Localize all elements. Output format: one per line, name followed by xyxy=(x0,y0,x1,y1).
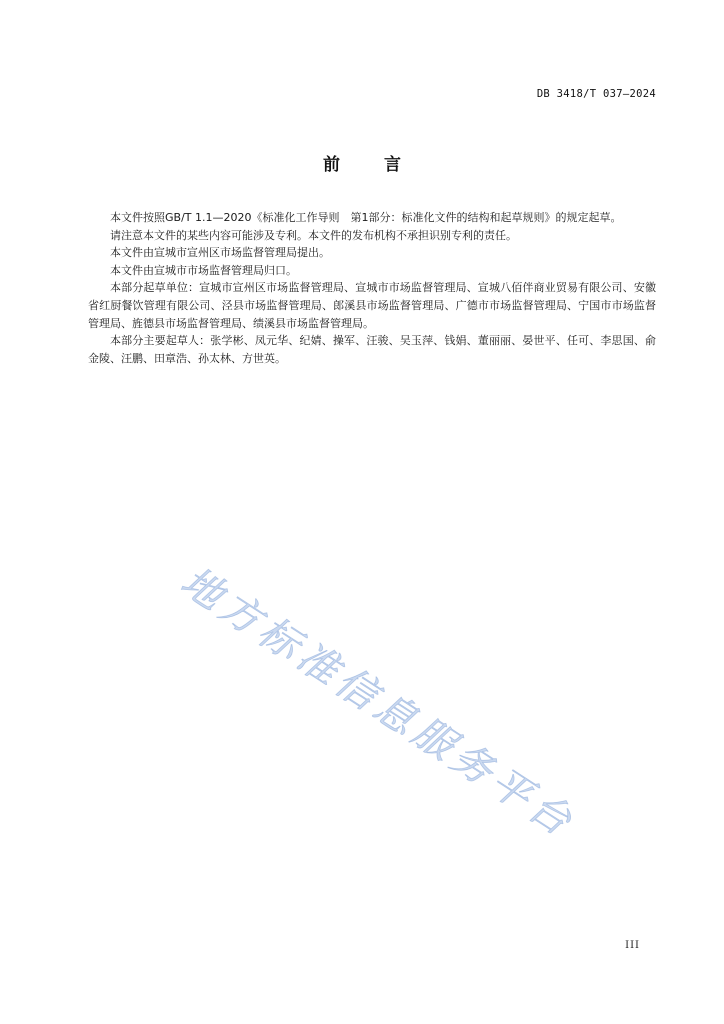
paragraph-drafting-units: 本部分起草单位：宣城市宣州区市场监督管理局、宣城市市场监督管理局、宣城八佰伴商业贸易有限公司、安徽省红厨餐饮管理有限公司、泾县市场监督管理局、郎溪县市场监督管理局、广德市市场监督管理局、宁国市市场监督管理局、旌德县市场监督管理局、绩溪县市场监督管理局。 xyxy=(88,281,656,330)
page-number: III xyxy=(625,940,640,951)
paragraph-proposed-by: 本文件由宣城市宣州区市场监督管理局提出。 xyxy=(110,246,330,260)
document-code: DB 3418/T 037—2024 xyxy=(536,88,656,100)
watermark: 地方标准信息服务平台 xyxy=(172,558,584,848)
paragraph-centralized-by: 本文件由宣城市市场监督管理局归口。 xyxy=(110,263,297,277)
paragraph-drafting-rules: 本文件按照GB/T 1.1—2020《标准化工作导则 第1部分：标准化文件的结构和起草规则》的规定起草。 xyxy=(110,211,622,224)
paragraph-patent-notice: 请注意本文件的某些内容可能涉及专利。本文件的发布机构不承担识别专利的责任。 xyxy=(110,228,517,242)
paragraph-main-drafters: 本部分主要起草人：张学彬、凤元华、纪婧、操军、汪骏、吴玉萍、钱娟、董丽丽、晏世平、任可、李思国、俞金陵、汪鹏、田章浩、孙太林、方世英。 xyxy=(88,334,656,365)
page-title: 前言 xyxy=(323,155,445,175)
foreword-body xyxy=(88,209,656,367)
